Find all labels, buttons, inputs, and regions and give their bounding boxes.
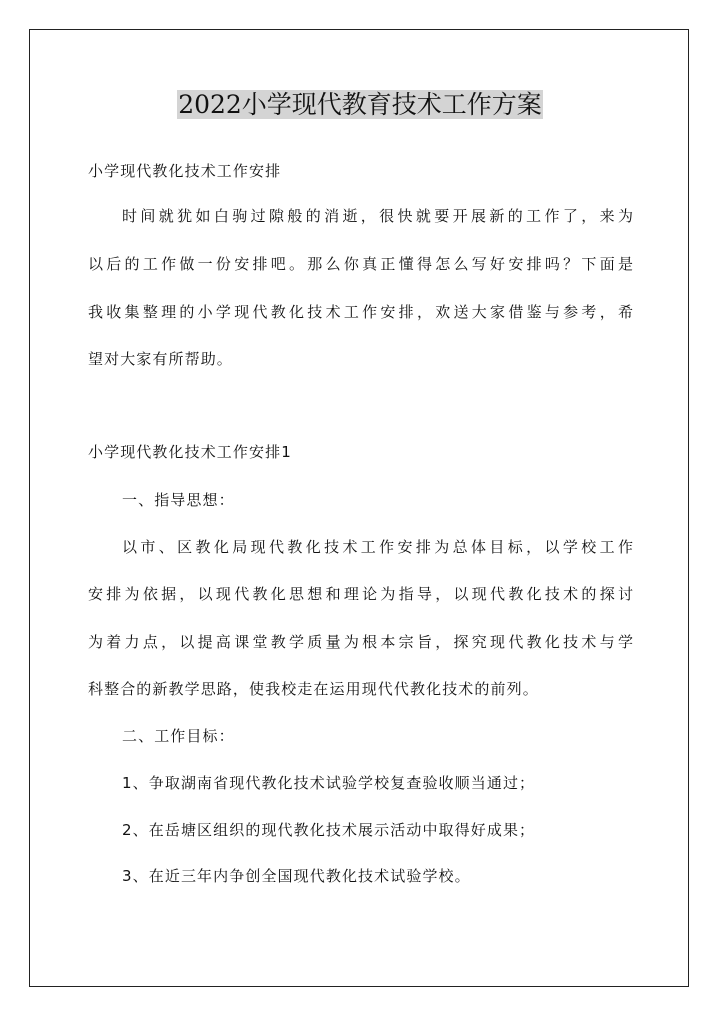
intro-line-3: 我收集整理的小学现代教化技术工作安排，欢送大家借鉴与参考，希 — [88, 303, 633, 321]
section1-line-3: 为着力点，以提高课堂教学质量为根本宗旨，探究现代教化技术与学 — [88, 633, 633, 651]
section1-heading: 一、指导思想： — [122, 491, 235, 509]
section-title: 小学现代教化技术工作安排1 — [88, 443, 292, 461]
goal-item-3: 3、在近三年内争创全国现代教化技术试验学校。 — [122, 867, 471, 885]
goal-item-2: 2、在岳塘区组织的现代教化技术展示活动中取得好成果； — [122, 821, 536, 839]
section2-heading: 二、工作目标： — [122, 727, 235, 745]
document-title: 2022小学现代教育技术工作方案 — [178, 90, 542, 119]
goal-item-1: 1、争取湖南省现代教化技术试验学校复查验收顺当通过； — [122, 774, 536, 792]
intro-line-1: 时间就犹如白驹过隙般的消逝，很快就要开展新的工作了，来为 — [122, 207, 633, 225]
section1-line-2: 安排为依据，以现代教化思想和理论为指导，以现代教化技术的探讨 — [88, 585, 633, 603]
intro-line-4: 望对大家有所帮助。 — [88, 350, 233, 368]
intro-line-2: 以后的工作做一份安排吧。那么你真正懂得怎么写好安排吗？下面是 — [88, 255, 633, 273]
subtitle: 小学现代教化技术工作安排 — [88, 162, 282, 180]
section1-line-1: 以市、区教化局现代教化技术工作安排为总体目标，以学校工作 — [122, 538, 633, 556]
section1-line-4: 科整合的新教学思路，使我校走在运用现代代教化技术的前列。 — [88, 680, 539, 698]
